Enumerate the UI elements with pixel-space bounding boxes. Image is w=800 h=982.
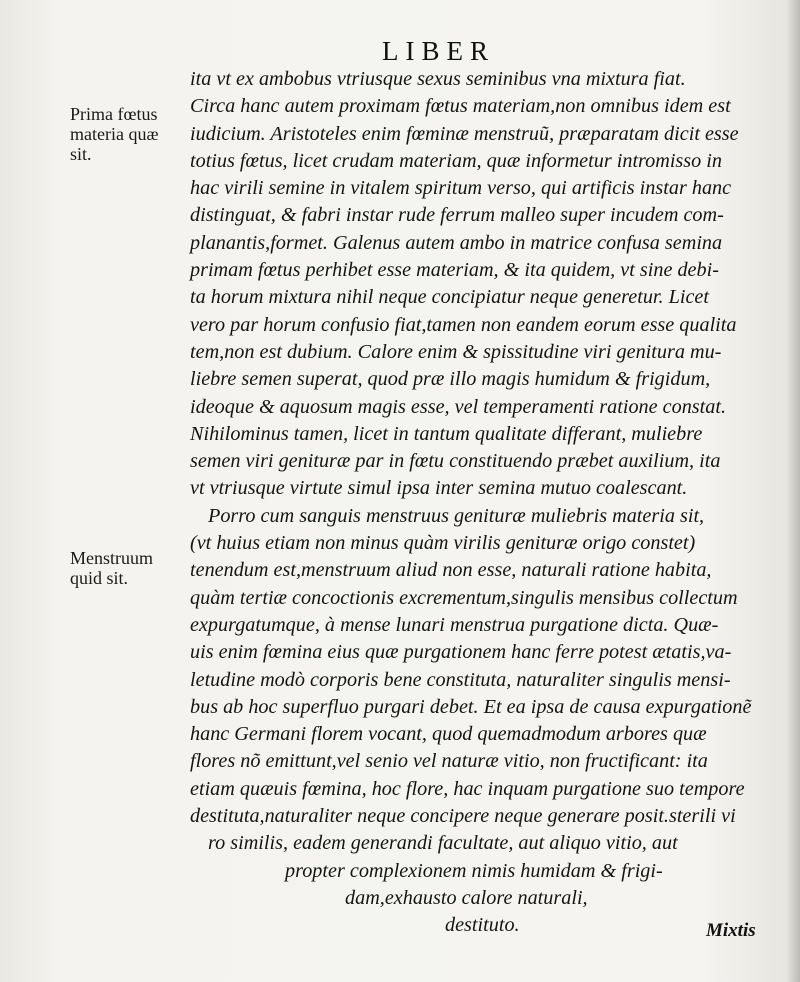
margin-note-line: materia quæ — [70, 124, 159, 144]
text-line: semen viri genituræ par in fœtu constituendo præbet auxilium, ita — [190, 450, 721, 473]
text-line: tem,non est dubium. Calore enim & spissitudine viri genitura mu- — [190, 340, 722, 363]
text-line: vero par horum confusio fiat,tamen non eandem eorum esse qualita — [190, 313, 737, 336]
text-line: bus ab hoc superfluo purgari debet. Et ea ipsa de causa expurgationẽ — [190, 695, 752, 718]
text-line: Nihilominus tamen, licet in tantum qualitate differant, muliebre — [190, 422, 703, 445]
text-line: quàm tertiæ concoctionis excrementum,singulis mensibus collectum — [190, 586, 738, 609]
main-text-block — [190, 66, 780, 940]
margin-note-line: Menstruum — [70, 548, 153, 568]
text-line: liebre semen superat, quod præ illo magis humidum & frigidum, — [190, 368, 711, 391]
text-line: hanc Germani florem vocant, quod quemadmodum arbores quæ — [190, 723, 707, 746]
margin-note-line: sit. — [70, 144, 92, 164]
text-line: primam fœtus perhibet esse materiam, & ita quidem, vt sine debi- — [190, 259, 719, 282]
text-line: (vt huius etiam non minus quàm virilis genituræ origo constet) — [190, 532, 696, 555]
margin-note-line: Prima fœtus — [70, 104, 158, 124]
text-line: vt vtriusque virtute simul ipsa inter semina mutuo coalescant. — [190, 477, 688, 500]
margin-note-menstruum — [70, 548, 185, 588]
text-line: expurgatumque, à mense lunari menstrua purgatione dicta. Quæ- — [190, 613, 719, 636]
page-edge-shadow — [786, 0, 800, 982]
text-line: dam,exhausto calore naturali, — [345, 886, 588, 909]
text-line: distinguat, & fabri instar rude ferrum malleo super incudem com- — [190, 204, 724, 227]
text-line: Porro cum sanguis menstruus genituræ muliebris materia sit, — [208, 504, 705, 527]
text-line: iudicium. Aristoteles enim fœminæ menstruũ, præparatam dicit esse — [190, 122, 739, 145]
text-line: uis enim fœmina eius quæ purgationem hanc ferre potest ætatis,va- — [190, 641, 732, 664]
text-line: propter complexionem nimis humidam & frigi- — [285, 859, 663, 882]
text-line: hac virili semine in vitalem spiritum verso, qui artificis instar hanc — [190, 177, 732, 200]
margin-note-prima-foetus — [70, 104, 185, 164]
text-line: letudine modò corporis bene constituta, naturaliter singulis mensi- — [190, 668, 731, 691]
text-line: totius fœtus, licet crudam materiam, quæ informetur intromisso in — [190, 149, 722, 172]
text-line: etiam quæuis fœmina, hoc flore, hac inquam purgatione suo tempore — [190, 777, 745, 800]
text-line: ta horum mixtura nihil neque concipiatur neque generetur. Licet — [190, 286, 709, 309]
text-line: planantis,formet. Galenus autem ambo in matrice confusa semina — [190, 231, 723, 254]
catchword: Mixtis — [706, 920, 756, 941]
text-line: ita vt ex ambobus vtriusque sexus seminibus vna mixtura fiat. — [190, 68, 686, 90]
text-line: flores nõ emittunt,vel senio vel naturæ vitio, non fructificant: ita — [190, 750, 708, 773]
text-line: Circa hanc autem proximam fœtus materiam,non omnibus idem est — [190, 95, 731, 118]
text-line: ro similis, eadem generandi facultate, aut aliquo vitio, aut — [208, 832, 678, 855]
text-line: ideoque & aquosum magis esse, vel temperamenti ratione constat. — [190, 395, 727, 418]
text-line: tenendum est,menstruum aliud non esse, naturali ratione habita, — [190, 559, 712, 582]
text-line: destituta,naturaliter neque concipere neque generare posit.sterili vi — [190, 805, 736, 828]
margin-note-line: quid sit. — [70, 568, 129, 588]
running-head: LIBER — [382, 36, 495, 66]
text-line: destituto. — [445, 914, 520, 937]
